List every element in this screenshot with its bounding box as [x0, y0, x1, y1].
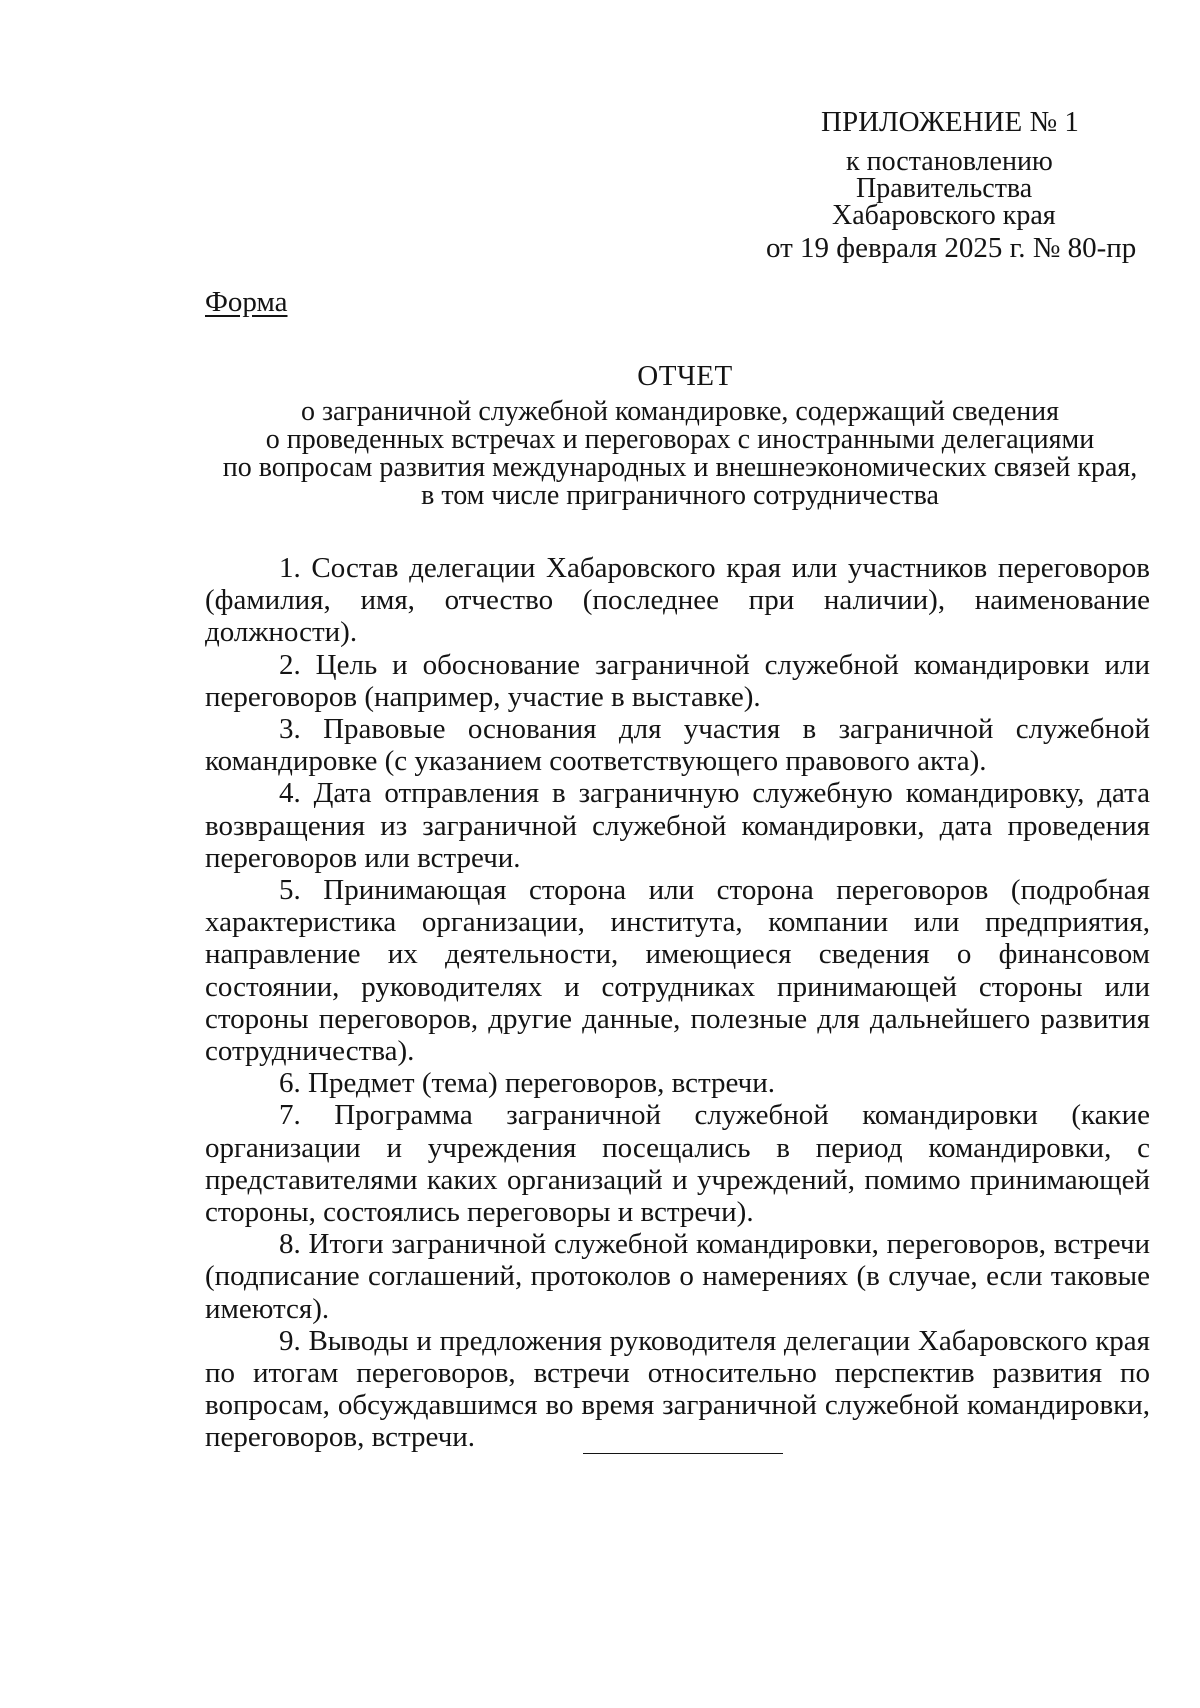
- report-item: 7. Программа заграничной служебной командировки (какие организации и учреждения посещались в период командировки, с представителями каких организаций и учреждений, помимо принимающей стороны, состоялись переговоры и встречи).: [205, 1099, 1150, 1229]
- report-item: 4. Дата отправления в заграничную служебную командировку, дата возвращения из заграничной служебной командировки, дата проведения переговоров или встречи.: [205, 777, 1150, 874]
- report-items: [205, 552, 1150, 1454]
- appendix-line-government: Правительства: [856, 173, 1033, 204]
- report-item: 6. Предмет (тема) переговоров, встречи.: [279, 1067, 776, 1100]
- subtitle-line: о заграничной служебной командировке, содержащий сведения: [300, 396, 1060, 427]
- report-item: 3. Правовые основания для участия в заграничной служебной командировке (с указанием соответствующего правового акта).: [205, 713, 1150, 778]
- appendix-line-region: Хабаровского края: [832, 200, 1056, 231]
- appendix-title: ПРИЛОЖЕНИЕ № 1: [821, 106, 1079, 138]
- report-subtitle: [205, 398, 1155, 510]
- subtitle-line: о проведенных встречах и переговорах с иностранными делегациями: [265, 424, 1095, 455]
- report-item: 1. Состав делегации Хабаровского края или участников переговоров (фамилия, имя, отчество (последнее при наличии), наименование должности).: [205, 552, 1150, 649]
- form-label: Форма: [205, 286, 288, 318]
- end-divider: [583, 1453, 783, 1454]
- report-title: ОТЧЕТ: [637, 360, 733, 392]
- subtitle-line: в том числе приграничного сотрудничества: [421, 480, 939, 511]
- report-item: 9. Выводы и предложения руководителя делегации Хабаровского края по итогам переговоров, встречи относительно перспектив развития по вопросам, обсуждавшимся во время заграничной служебной командировки, переговоров, встречи.: [205, 1324, 1150, 1454]
- report-item: 8. Итоги заграничной служебной командировки, переговоров, встречи (подписание соглашений, протоколов о намерениях (в случае, если таковые имеются).: [205, 1228, 1150, 1325]
- report-item: 5. Принимающая сторона или сторона переговоров (подробная характеристика организации, института, компании или предприятия, направление их деятельности, имеющиеся сведения о финансовом состоянии, руководителях и сотрудниках принимающей стороны или стороны переговоров, другие данные, полезные для дальнейшего развития сотрудничества).: [205, 874, 1150, 1068]
- subtitle-line: по вопросам развития международных и внешнеэкономических связей края,: [222, 452, 1138, 483]
- appendix-line-decree: к постановлению: [846, 146, 1053, 177]
- appendix-date: от 19 февраля 2025 г. № 80-пр: [766, 232, 1137, 264]
- report-item: 2. Цель и обоснование заграничной служебной командировки или переговоров (например, участие в выставке).: [205, 648, 1150, 713]
